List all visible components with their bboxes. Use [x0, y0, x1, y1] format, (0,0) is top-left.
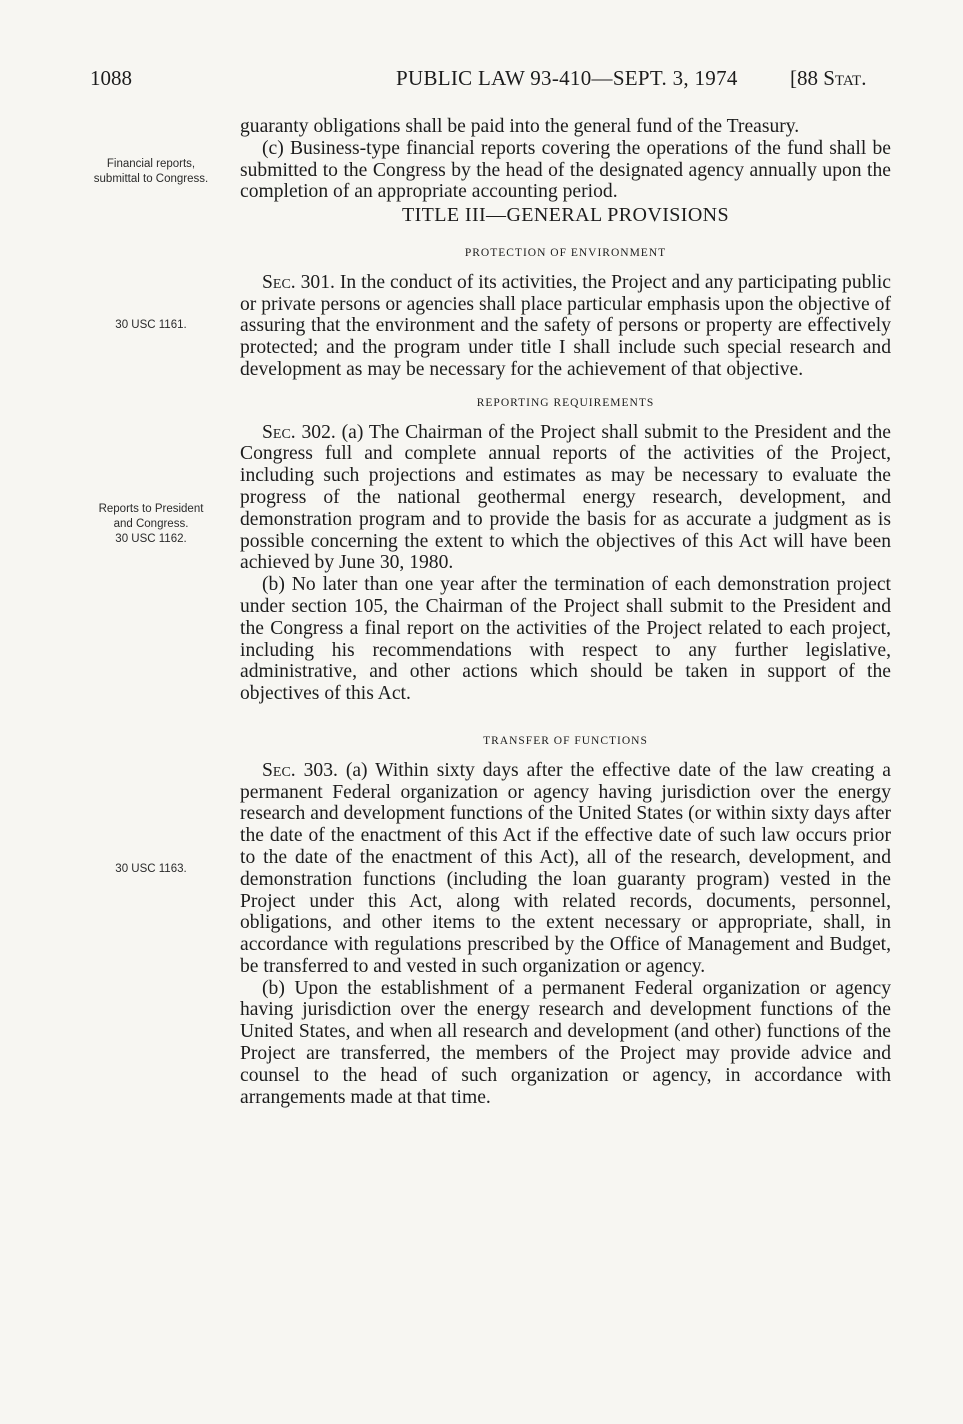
section-302-b: (b) No later than one year after the termination of each demonstration project under section 105, the Chairman of the Project shall submit to the President and the Congress a final report on the activities of the Project related to each project, including his recommendations with respect to any further legislative, administrative, and other actions which should be taken in support of the objectives of this Act. — [240, 574, 891, 705]
document-body — [240, 116, 891, 1108]
margin-note-usc-1162: 30 USC 1162. — [115, 533, 187, 545]
heading-transfer-of-functions: TRANSFER OF FUNCTIONS — [483, 734, 648, 747]
section-301 — [240, 272, 891, 381]
margin-note-reports — [88, 502, 214, 547]
heading-protection-of-environment: PROTECTION OF ENVIRONMENT — [464, 246, 667, 259]
paragraph-c: (c) Business-type financial reports covering the operations of the fund shall be submitted to the Congress by the head of the designated agency annually upon the completion of an appropriate accounting period. — [240, 137, 891, 203]
page-number: 1088 — [90, 66, 132, 90]
section-301-text: In the conduct of its activities, the Project and any participating public or private persons or agencies shall place particular emphasis upon the objective of assuring that the environment and the safety of persons or property are effectively protected; and the program under title I shall include such special research and development as may be necessary for the achievement of that objective. — [240, 271, 891, 380]
section-303-label: Sec. 303. — [262, 759, 338, 781]
statute-reference — [790, 66, 866, 91]
section-301-label: Sec. 301. — [262, 271, 335, 293]
running-title: PUBLIC LAW 93-410—SEPT. 3, 1974 — [396, 66, 738, 90]
section-302-a — [240, 422, 891, 575]
margin-note-reports-text: Reports to President and Congress. — [98, 503, 204, 530]
paragraph-intro: guaranty obligations shall be paid into the general fund of the Treasury. — [240, 116, 800, 137]
title-heading: TITLE III—GENERAL PROVISIONS — [401, 204, 730, 227]
section-302-text: (a) The Chairman of the Project shall submit to the President and the Congress full and complete annual reports of the activities of the Project, including such projections and estimates as may be necessary to evaluate the progress of the national geothermal energy research, development, and demonstration program and to provide the basis for as accurate a judgment as is possible concerning the extent to which the objectives of this Act will have been achieved by June 30, 1980. — [240, 421, 891, 574]
margin-note-usc-1161: 30 USC 1161. — [115, 319, 187, 331]
section-303-b: (b) Upon the establishment of a permanent Federal organization or agency having jurisdiction over the energy research and development functions of the United States, and when all research and development (and other) functions of the Project are transferred, the members of the Project may provide advice and counsel to the head of such organization or agency, in accordance with arrangements made at that time. — [240, 977, 891, 1108]
stat-word: Stat. — [823, 66, 867, 90]
heading-reporting-requirements: REPORTING REQUIREMENTS — [476, 396, 655, 409]
section-303-a — [240, 760, 891, 978]
section-303-text: (a) Within sixty days after the effective date of the law creating a permanent Federal organization or agency having jurisdiction over the energy research and development functions of the United States (or within sixty days after the date of the enactment of this Act if the effective date of such law occurs prior to the date of the enactment of this Act), all of the research, development, and demonstration functions (including the loan guaranty program) vested in the Project under this Act, along with related records, documents, personnel, obligations, and other items to the extent necessary or appropriate, shall, in accordance with regulations prescribed by the Office of Management and Budget, be transferred to and vested in such organization or agency. — [240, 759, 891, 977]
margin-note-financial-reports: Financial reports, submittal to Congress. — [93, 158, 209, 185]
section-302-label: Sec. 302. — [262, 421, 336, 443]
stat-prefix: [88 — [790, 66, 824, 90]
margin-note-usc-1163: 30 USC 1163. — [115, 863, 187, 875]
